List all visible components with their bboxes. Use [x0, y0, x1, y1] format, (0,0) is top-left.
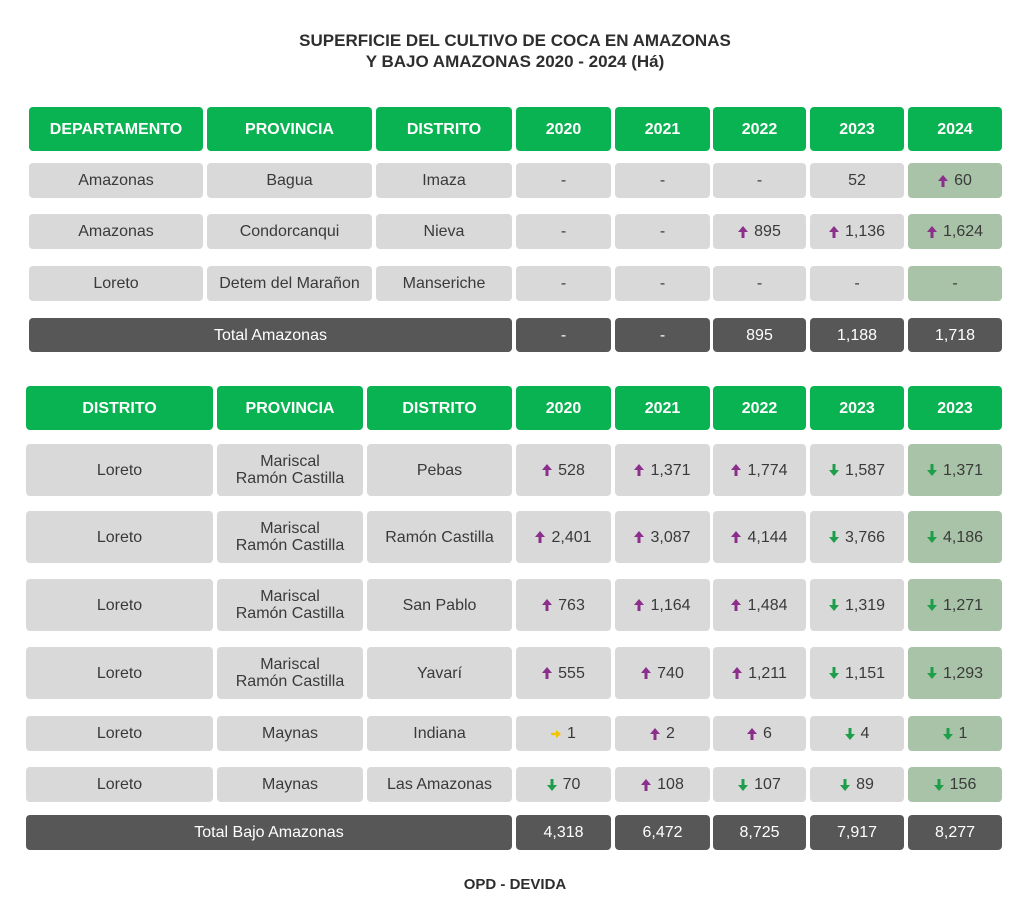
provincia-lines [236, 520, 344, 554]
arrow-up-icon [542, 599, 552, 611]
row-1-year-0 [516, 511, 611, 563]
cell-number: 1,211 [748, 664, 787, 682]
header-label: PROVINCIA [245, 399, 335, 417]
distrito: Nieva [423, 223, 465, 240]
cell-number: 3,766 [844, 528, 886, 546]
cell-value [747, 725, 772, 742]
row-2-distrito [367, 579, 512, 631]
row-0-year-3 [810, 444, 904, 496]
header-5 [713, 386, 806, 430]
departamento: Loreto [93, 275, 139, 292]
row-2-year-0 [516, 579, 611, 631]
row-1-year-2 [713, 214, 806, 249]
cell-value [829, 529, 885, 546]
header-label: DISTRITO [402, 399, 477, 417]
arrow-up-icon [938, 175, 948, 187]
distrito: Manseriche [402, 275, 486, 292]
departamento: Loreto [96, 725, 143, 742]
row-2-year-4 [908, 266, 1002, 301]
row-1-departamento [26, 511, 213, 563]
cell-number: 6 [763, 725, 772, 742]
cell-value [634, 462, 690, 479]
row-0-distrito [376, 163, 512, 198]
arrow-down-icon [738, 779, 748, 791]
row-2-departamento [26, 579, 213, 631]
cell-value [660, 223, 665, 240]
total-year-2 [713, 815, 806, 850]
row-2-provincia [207, 266, 372, 301]
row-1-year-4 [908, 511, 1002, 563]
distrito: Pebas [416, 461, 463, 479]
cell-number: 1,484 [747, 596, 788, 614]
cell-value [535, 529, 591, 546]
header-4 [615, 386, 710, 430]
arrow-up-icon [542, 464, 552, 476]
row-1-provincia [207, 214, 372, 249]
row-0-departamento [26, 444, 213, 496]
cell-value [547, 776, 581, 793]
row-5-distrito [367, 767, 512, 802]
header-label: DEPARTAMENTO [49, 120, 183, 138]
header-label: 2023 [839, 399, 875, 417]
cell-value [927, 665, 983, 682]
header-label: 2023 [937, 399, 973, 417]
total-value: 895 [746, 326, 773, 344]
arrow-down-icon [927, 464, 937, 476]
departamento: Loreto [96, 596, 143, 614]
arrow-down-icon [840, 779, 850, 791]
cell-number: 1,587 [844, 461, 886, 479]
departamento: Loreto [96, 776, 143, 793]
provincia: Detem del Marañon [219, 275, 360, 292]
arrow-down-icon [934, 779, 944, 791]
row-0-year-0 [516, 163, 611, 198]
row-5-year-2 [713, 767, 806, 802]
row-2-year-4 [908, 579, 1002, 631]
header-label: 2022 [741, 120, 778, 138]
arrow-up-icon [927, 226, 937, 238]
cell-value [551, 725, 576, 742]
provincia-line: Ramón Castilla [235, 537, 345, 554]
row-5-year-1 [615, 767, 710, 802]
arrow-up-icon [738, 226, 748, 238]
row-3-year-3 [810, 647, 904, 699]
arrow-down-icon [927, 531, 937, 543]
row-2-year-1 [615, 266, 710, 301]
row-5-year-4 [908, 767, 1002, 802]
row-5-year-0 [516, 767, 611, 802]
arrow-down-icon [927, 667, 937, 679]
arrow-down-icon [927, 599, 937, 611]
cell-value [660, 172, 665, 189]
cell-number: - [756, 172, 763, 189]
cell-number: - [560, 223, 567, 240]
total-year-0 [516, 318, 611, 352]
cell-number: 1,371 [942, 461, 984, 479]
cell-number: 1,151 [844, 664, 886, 682]
cell-value [660, 275, 665, 292]
row-0-provincia [217, 444, 363, 496]
cell-number: 3,087 [650, 528, 691, 546]
row-5-provincia [217, 767, 363, 802]
total-year-3 [810, 815, 904, 850]
cell-value [840, 776, 874, 793]
cell-number: 1,136 [844, 223, 886, 240]
cell-value [641, 665, 684, 682]
cell-number: 52 [848, 172, 866, 189]
header-1 [217, 386, 363, 430]
row-0-year-3 [810, 163, 904, 198]
header-2 [376, 107, 512, 151]
provincia-line: Ramón Castilla [235, 605, 345, 622]
provincia-line: Mariscal [260, 588, 320, 605]
row-2-year-1 [615, 579, 710, 631]
row-2-distrito [376, 266, 512, 301]
arrow-up-icon [650, 728, 660, 740]
cell-value [757, 275, 762, 292]
total-value: 4,318 [543, 824, 584, 841]
provincia-line: Ramón Castilla [235, 673, 345, 690]
departamento: Loreto [96, 664, 143, 682]
header-label: 2021 [644, 399, 681, 417]
cell-number: 108 [657, 776, 684, 793]
row-0-year-2 [713, 163, 806, 198]
cell-value [731, 529, 787, 546]
row-0-year-1 [615, 163, 710, 198]
distrito: San Pablo [402, 596, 477, 614]
provincia-line: Mariscal [260, 656, 320, 673]
cell-value [927, 529, 983, 546]
arrow-down-icon [829, 531, 839, 543]
cell-value [542, 462, 585, 479]
total-year-0 [516, 815, 611, 850]
arrow-up-icon [732, 667, 742, 679]
header-0 [29, 107, 203, 151]
cell-value [943, 725, 968, 742]
cell-value [731, 462, 787, 479]
header-label: 2021 [644, 120, 681, 138]
cell-value [634, 529, 690, 546]
cell-value [542, 597, 585, 614]
arrow-down-icon [829, 667, 839, 679]
cell-number: - [952, 275, 958, 292]
total-value: - [659, 326, 666, 344]
provincia-lines [236, 656, 344, 690]
total-year-3 [810, 318, 904, 352]
total-label: Total Bajo Amazonas [194, 824, 344, 841]
header-label: DISTRITO [406, 120, 482, 138]
total-year-2 [713, 318, 806, 352]
total-value: 8,277 [934, 824, 976, 841]
cell-number: 156 [949, 776, 977, 793]
row-2-year-3 [810, 266, 904, 301]
arrow-up-icon [634, 531, 644, 543]
arrow-down-icon [547, 779, 557, 791]
cell-number: 89 [856, 776, 874, 793]
arrow-up-icon [641, 779, 651, 791]
source-label: OPD - DEVIDA [463, 876, 567, 893]
cell-number: 1,293 [942, 664, 984, 682]
cell-number: 1 [958, 725, 968, 742]
cell-number: - [756, 275, 763, 292]
total-value: 1,718 [934, 326, 976, 344]
row-0-year-2 [713, 444, 806, 496]
cell-number: 555 [558, 664, 585, 682]
row-2-departamento [29, 266, 203, 301]
header-label: DISTRITO [82, 399, 157, 417]
row-1-distrito [367, 511, 512, 563]
header-label: 2022 [741, 399, 778, 417]
header-label: 2020 [545, 399, 582, 417]
arrow-up-icon [731, 531, 741, 543]
cell-number: - [659, 223, 666, 240]
cell-number: 1,624 [942, 223, 984, 240]
arrow-down-icon [943, 728, 953, 740]
row-4-departamento [26, 716, 213, 751]
departamento: Amazonas [78, 172, 154, 189]
row-0-year-4 [908, 444, 1002, 496]
cell-value [829, 462, 885, 479]
arrow-down-icon [829, 464, 839, 476]
row-2-year-0 [516, 266, 611, 301]
cell-value [738, 776, 781, 793]
departamento: Loreto [96, 461, 143, 479]
row-3-departamento [26, 647, 213, 699]
arrow-up-icon [542, 667, 552, 679]
cell-value [731, 597, 787, 614]
row-1-distrito [376, 214, 512, 249]
row-0-year-0 [516, 444, 611, 496]
row-3-distrito [367, 647, 512, 699]
cell-value [641, 776, 684, 793]
provincia: Maynas [261, 725, 319, 742]
title-line-2: Y BAJO AMAZONAS 2020 - 2024 (Há) [365, 52, 665, 71]
header-2 [367, 386, 512, 430]
cell-value [829, 597, 885, 614]
cell-number: 2,401 [551, 528, 592, 546]
cell-number: 740 [657, 664, 684, 682]
arrow-up-icon [731, 599, 741, 611]
total-value: 7,917 [836, 824, 878, 841]
cell-number: 1,271 [942, 596, 984, 614]
header-1 [207, 107, 372, 151]
arrow-up-icon [747, 728, 757, 740]
row-0-distrito [367, 444, 512, 496]
distrito: Imaza [422, 172, 466, 189]
cell-number: 4 [860, 725, 870, 742]
total-year-1 [615, 318, 710, 352]
cell-value [561, 223, 566, 240]
row-5-departamento [26, 767, 213, 802]
arrow-down-icon [845, 728, 855, 740]
provincia-line: Mariscal [260, 453, 320, 470]
title-line-1: SUPERFICIE DEL CULTIVO DE COCA EN AMAZONAS [299, 31, 731, 50]
row-1-year-1 [615, 511, 710, 563]
row-3-provincia [217, 647, 363, 699]
row-4-year-0 [516, 716, 611, 751]
header-6 [810, 386, 904, 430]
row-0-provincia [207, 163, 372, 198]
total-year-4 [908, 815, 1002, 850]
provincia-lines [236, 588, 344, 622]
row-0-year-1 [615, 444, 710, 496]
distrito: Ramón Castilla [385, 528, 494, 546]
header-3 [516, 107, 611, 151]
row-4-distrito [367, 716, 512, 751]
header-label: 2020 [545, 120, 582, 138]
row-1-year-0 [516, 214, 611, 249]
provincia: Maynas [261, 776, 319, 793]
cell-number: 895 [754, 223, 781, 240]
header-4 [615, 107, 710, 151]
cell-value [561, 172, 566, 189]
cell-number: - [659, 275, 666, 292]
total-value: 1,188 [836, 326, 878, 344]
row-4-year-2 [713, 716, 806, 751]
cell-value [938, 172, 972, 189]
distrito: Indiana [413, 725, 466, 742]
arrow-up-icon [634, 464, 644, 476]
total-label: Total Amazonas [214, 326, 327, 344]
arrow-down-icon [829, 599, 839, 611]
cell-value [561, 275, 566, 292]
cell-number: 4,186 [942, 528, 984, 546]
provincia-line: Ramón Castilla [235, 470, 345, 487]
row-1-year-3 [810, 214, 904, 249]
provincia: Condorcanqui [239, 223, 340, 240]
row-2-year-2 [713, 579, 806, 631]
cell-number: - [659, 172, 666, 189]
cell-number: 60 [954, 172, 972, 189]
row-5-year-3 [810, 767, 904, 802]
cell-value [848, 172, 866, 189]
provincia-line: Mariscal [260, 520, 320, 537]
row-1-departamento [29, 214, 203, 249]
cell-value [757, 172, 762, 189]
cell-number: 1,774 [747, 461, 788, 479]
cell-number: 528 [558, 461, 585, 479]
row-2-provincia [217, 579, 363, 631]
provincia: Bagua [266, 172, 313, 189]
cell-value [732, 665, 787, 682]
arrow-up-icon [535, 531, 545, 543]
arrow-right-icon [551, 728, 561, 740]
cell-number: - [560, 172, 567, 189]
cell-value [738, 223, 781, 240]
cell-value [634, 597, 690, 614]
cell-value [934, 776, 977, 793]
cell-value [952, 275, 957, 292]
arrow-up-icon [731, 464, 741, 476]
cell-value [927, 597, 983, 614]
cell-value [829, 665, 885, 682]
row-2-year-3 [810, 579, 904, 631]
row-1-year-1 [615, 214, 710, 249]
cell-number: - [854, 275, 860, 292]
distrito: Yavarí [416, 664, 463, 682]
header-3 [516, 386, 611, 430]
cell-number: 1,164 [650, 596, 691, 614]
header-label: PROVINCIA [245, 120, 334, 138]
row-4-year-1 [615, 716, 710, 751]
row-1-year-3 [810, 511, 904, 563]
cell-number: 70 [562, 776, 581, 793]
total-label-cell [26, 815, 512, 850]
row-0-departamento [29, 163, 203, 198]
total-year-1 [615, 815, 710, 850]
row-3-year-0 [516, 647, 611, 699]
cell-number: 2 [666, 725, 675, 742]
row-4-provincia [217, 716, 363, 751]
arrow-up-icon [829, 226, 839, 238]
cell-number: 4,144 [747, 528, 788, 546]
cell-number: 1,371 [650, 461, 691, 479]
row-0-year-4 [908, 163, 1002, 198]
row-3-year-4 [908, 647, 1002, 699]
total-value: - [560, 326, 567, 344]
arrow-up-icon [634, 599, 644, 611]
row-1-year-2 [713, 511, 806, 563]
cell-value [854, 275, 859, 292]
cell-value [542, 665, 585, 682]
total-label-cell [29, 318, 512, 352]
cell-value [829, 223, 885, 240]
cell-value [927, 462, 983, 479]
header-7 [908, 386, 1002, 430]
cell-number: 1 [567, 725, 576, 742]
header-label: 2023 [839, 120, 875, 138]
cell-number: 107 [754, 776, 781, 793]
total-value: 8,725 [739, 824, 780, 841]
row-3-year-1 [615, 647, 710, 699]
cell-value [845, 725, 870, 742]
header-0 [26, 386, 213, 430]
header-7 [908, 107, 1002, 151]
row-4-year-3 [810, 716, 904, 751]
total-value: 6,472 [642, 824, 683, 841]
header-label: 2024 [937, 120, 973, 138]
row-2-year-2 [713, 266, 806, 301]
cell-value [650, 725, 675, 742]
total-year-4 [908, 318, 1002, 352]
chart-title [0, 30, 1030, 72]
cell-number: 763 [558, 596, 585, 614]
distrito: Las Amazonas [387, 776, 492, 793]
row-3-year-2 [713, 647, 806, 699]
row-1-provincia [217, 511, 363, 563]
cell-number: 1,319 [844, 596, 886, 614]
row-1-year-4 [908, 214, 1002, 249]
cell-number: - [560, 275, 567, 292]
header-5 [713, 107, 806, 151]
departamento: Loreto [96, 528, 143, 546]
departamento: Amazonas [78, 223, 154, 240]
header-6 [810, 107, 904, 151]
row-4-year-4 [908, 716, 1002, 751]
arrow-up-icon [641, 667, 651, 679]
provincia-lines [236, 453, 344, 487]
cell-value [927, 223, 983, 240]
